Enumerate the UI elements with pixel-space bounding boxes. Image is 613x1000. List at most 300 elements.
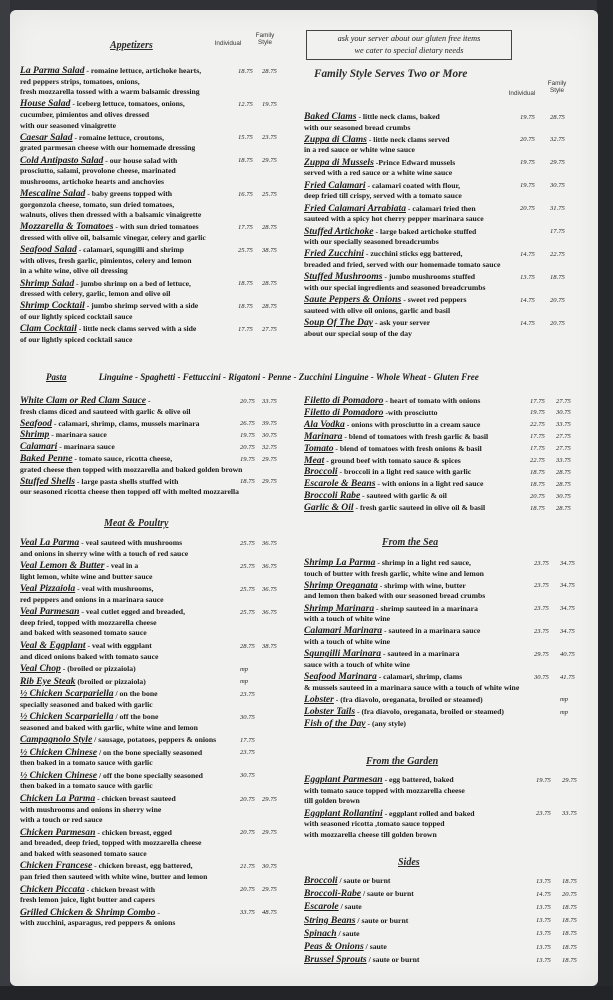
family-item-name: Fried Calamari Arrabiata: [304, 202, 406, 214]
side-item-name: String Beans: [304, 914, 356, 926]
pasta-left-item-name: Calamari: [20, 441, 58, 453]
appetizer-item-name: Caesar Salad: [20, 131, 73, 143]
meat-item-desc: - veal with eggplant: [85, 641, 152, 650]
pasta-right-item-name: Broccoli: [304, 466, 338, 478]
meat-item: [20, 828, 201, 860]
side-item-desc: / saute or burnt: [355, 915, 409, 925]
garden-item-desc: - eggplant rolled and baked: [382, 808, 475, 818]
appetizer-item: [20, 222, 206, 243]
appetizer-item-desc: gorgonzola cheese, tomato, sun dried tomatoes,: [20, 199, 175, 209]
side-item: [304, 876, 390, 887]
meat-item: [20, 908, 175, 929]
appetizer-item-desc: walnuts, olives then dressed with a balsamic vinaigrette: [20, 210, 202, 220]
family-price-individual: 19.75: [520, 182, 535, 190]
meat-item-desc: and diced onions baked with tomato sauce: [20, 651, 159, 661]
family-item-name: Stuffed Mushrooms: [304, 271, 383, 283]
garden-item: [304, 775, 465, 807]
sea-price-family: 34.75: [560, 559, 575, 567]
pasta-right-item-name: Ala Vodka: [304, 418, 345, 430]
pasta-right-item-desc: - ground beef with tomato sauce & spices: [324, 455, 461, 465]
family-item-desc: with our specially seasoned breadcrumbs: [304, 237, 439, 247]
side-item: [304, 955, 419, 966]
sea-item: [304, 672, 519, 693]
meat-price-family: 29.75: [262, 829, 277, 837]
appetizer-price-individual: 18.75: [238, 67, 253, 75]
sea-item-desc: - shrimp sauteed in a marinara: [374, 603, 478, 613]
sea-item-name: Shrimp Oreganata: [304, 579, 378, 591]
sea-item: [304, 558, 484, 579]
pasta-right-item-desc: - blend of tomatoes with fresh garlic & basil: [342, 431, 489, 441]
pasta-left-price-individual: 19.75: [240, 455, 255, 463]
family-item-desc: - large baked artichoke stuffed: [373, 226, 477, 236]
appetizer-price-family: 29.75: [262, 157, 277, 165]
garden-price-individual: 19.75: [536, 776, 551, 784]
meat-item-desc: - veal with mushrooms,: [75, 584, 154, 594]
pasta-left-item: [20, 396, 190, 417]
sea-item: [304, 695, 483, 706]
meat-item-desc: / on the bone: [113, 689, 158, 699]
sea-item-name: Shrimp La Parma: [304, 557, 376, 568]
garden-item-name: Eggplant Parmesan: [304, 774, 383, 785]
appetizer-item: [20, 133, 195, 154]
pasta-right-price-family: 28.75: [556, 504, 571, 512]
meat-price-family: 48.75: [262, 909, 277, 917]
pasta-right-item-desc: - heart of tomato with onions: [383, 396, 481, 405]
pasta-right-price-family: 28.75: [556, 480, 571, 488]
meat-price-family: 36.75: [262, 585, 277, 593]
sea-price-family: 40.75: [560, 650, 575, 658]
sea-item-desc: & mussels sauteed in a marinara sauce with a touch of white wine: [304, 682, 520, 692]
pasta-left-price-family: 30.75: [262, 431, 277, 439]
family-price-family: 31.75: [550, 205, 565, 213]
pasta-right-price-family: 27.75: [556, 397, 571, 405]
pasta-label: Pasta: [46, 372, 67, 382]
meat-poultry-title: Meat & Poultry: [104, 518, 169, 529]
appetizer-price-individual: 18.75: [238, 302, 253, 310]
meat-price-individual: 23.75: [240, 749, 255, 757]
family-item-desc: about our special soup of the day: [304, 328, 412, 338]
pasta-left-price-family: 32.75: [262, 443, 277, 451]
appetizer-price-family: 27.75: [262, 325, 277, 333]
notice-line-1: ask your server about our gluten free items: [337, 34, 481, 43]
pasta-left-item-desc: - large pasta shells stuffed with: [75, 476, 179, 486]
meat-price-individual: 23.75: [240, 690, 255, 698]
family-item: [304, 158, 455, 179]
menu-page: [10, 10, 598, 986]
family-price-family: 28.75: [550, 113, 565, 121]
side-price-family: 18.75: [562, 930, 577, 938]
family-col-family: Family Style: [547, 80, 567, 94]
pasta-right-item: [304, 491, 447, 502]
side-item: [304, 942, 387, 953]
appetizer-item-desc: in a white wine, olive oil dressing: [20, 266, 128, 276]
family-price-individual: 13.75: [520, 273, 535, 281]
garden-item-desc: with mozzarella cheese till golden brown: [304, 829, 437, 839]
pasta-right-price-individual: 17.75: [530, 433, 545, 441]
meat-price-family: 29.75: [262, 886, 277, 893]
pasta-right-price-family: 33.75: [556, 457, 571, 464]
meat-price-individual: 25.75: [240, 585, 255, 593]
appetizer-price-individual: 18.75: [238, 157, 253, 165]
family-price-family: 20.75: [550, 319, 565, 327]
side-item: [304, 929, 360, 940]
meat-price-individual: 17.75: [240, 736, 255, 744]
appetizer-item-desc: with olives, fresh garlic, pimientos, celery and lemon: [20, 255, 192, 265]
sea-item-name: Shrimp Marinara: [304, 602, 375, 614]
sea-price-family: 41.75: [560, 673, 575, 681]
side-price-family: 18.75: [562, 956, 577, 964]
pasta-left-price-family: 29.75: [262, 455, 277, 463]
family-price-individual: 20.75: [520, 136, 535, 144]
family-item-desc: - zucchini sticks egg battered,: [363, 249, 463, 259]
pasta-right-price-individual: 17.75: [530, 397, 545, 405]
sea-item: [304, 719, 406, 730]
side-item-name: Escarole: [304, 901, 339, 913]
meat-price-individual: 30.75: [240, 713, 255, 721]
sea-price-family: 34.75: [560, 582, 575, 590]
meat-item: [20, 689, 158, 710]
meat-price-family: 30.75: [262, 862, 277, 870]
appetizer-price-family: 23.75: [262, 134, 277, 142]
meat-item: [20, 735, 216, 746]
appetizer-item-desc: of our lightly spiced cocktail sauce: [20, 311, 133, 321]
pasta-right-price-individual: 19.75: [530, 409, 545, 417]
meat-item-desc: red peppers and onions in a marinara sauce: [20, 594, 164, 604]
family-item-desc: - calamari fried then: [406, 203, 476, 213]
family-item: [304, 112, 440, 133]
pasta-left-item-desc: our seasoned ricotta cheese then topped off with melted mozzarella: [20, 487, 239, 497]
side-item-desc: / saute: [363, 942, 387, 951]
appetizer-item-desc: - little neck clams served with a side: [76, 324, 197, 334]
sea-price-individual: 23.75: [534, 582, 549, 590]
sea-price-family: mp: [560, 708, 569, 716]
meat-item-desc: and breaded, deep fried, topped with mozzarella cheese: [20, 838, 202, 848]
sea-item-desc: - sauteed in a marinara: [381, 649, 460, 659]
family-price-family: 17.75: [550, 228, 565, 235]
meat-item-desc: deep fried, topped with mozzarella cheese: [20, 617, 157, 627]
meat-price-family: 36.75: [262, 608, 277, 616]
pasta-left-item-name: Stuffed Shells: [20, 475, 75, 487]
meat-item-desc: with mushrooms and onions in sherry wine: [20, 804, 162, 814]
family-item-desc: with our special ingredients and seasoned breadcrumbs: [304, 282, 486, 292]
pasta-left-item-desc: - calamari, shrimp, clams, mussels marinara: [51, 418, 200, 428]
appetizer-item-desc: dressed with celery, garlic, lemon and olive oil: [20, 289, 171, 299]
side-price-family: 20.75: [562, 890, 577, 898]
sea-price-family: 34.75: [560, 605, 575, 613]
meat-item-name: Chicken Francese: [20, 860, 93, 872]
sea-price-individual: 23.75: [534, 605, 549, 613]
sea-item-desc: with a touch of white wine: [304, 636, 391, 646]
meat-item-desc: - (broiled or pizzaiola): [60, 664, 136, 674]
sea-item-name: Fish of the Day: [304, 718, 366, 730]
pasta-right-price-family: 30.75: [556, 409, 571, 417]
meat-item-name: ½ Chicken Chinese: [20, 769, 98, 781]
family-item-name: Zuppa di Clams: [304, 133, 367, 145]
sea-item-desc: - shrimp with wine, butter: [377, 580, 466, 590]
meat-item-desc: fresh lemon juice, light butter and capers: [20, 895, 155, 905]
meat-item-name: Chicken La Parma: [20, 793, 96, 804]
side-price-individual: 14.75: [536, 890, 551, 898]
meat-price-individual: 25.75: [240, 562, 255, 570]
pasta-left-item-desc: - marinara sauce: [57, 442, 115, 452]
appetizer-item: [20, 301, 198, 322]
side-item-desc: / saute: [336, 928, 360, 938]
pasta-right-item: [304, 503, 485, 514]
meat-item-name: Veal Parmesan: [20, 606, 80, 618]
family-price-family: 18.75: [550, 273, 565, 281]
pasta-left-item-desc: grated cheese then topped with mozzarella and baked golden brown: [20, 464, 243, 474]
pasta-left-item-desc: - tomato sauce, ricotta cheese,: [72, 454, 173, 464]
side-price-individual: 13.75: [536, 877, 551, 885]
appetizer-item-name: Seafood Salad: [20, 244, 77, 256]
appetizer-price-individual: 17.75: [238, 223, 253, 231]
from-the-garden-title: From the Garden: [366, 756, 439, 767]
side-item-name: Broccoli-Rabe: [304, 888, 362, 900]
side-item: [304, 889, 414, 900]
family-price-individual: 14.75: [520, 250, 535, 258]
pasta-right-item: [304, 396, 480, 407]
side-price-individual: 13.75: [536, 930, 551, 938]
background-right: [597, 0, 613, 1000]
sea-item-desc: - (fra diavolo, oreganata, broiled or steamed): [333, 694, 483, 704]
appetizer-item: [20, 156, 177, 188]
family-price-individual: 19.75: [520, 159, 535, 167]
meat-item-desc: -: [155, 907, 160, 917]
pasta-right-item-name: Filetto di Pomadoro: [304, 395, 384, 406]
meat-price-family: 29.75: [262, 795, 277, 803]
sea-price-individual: 23.75: [534, 559, 549, 567]
sea-item-name: Calamari Marinara: [304, 625, 383, 637]
meat-item-name: Grilled Chicken & Shrimp Combo: [20, 906, 156, 918]
pasta-left-item-desc: fresh clams diced and sauteed with garlic & olive oil: [20, 406, 191, 416]
meat-item-name: Chicken Parmesan: [20, 826, 96, 838]
sea-item-desc: - (any style): [365, 719, 406, 729]
appetizer-item-desc: - iceberg lettuce, tomatoes, onions,: [70, 99, 185, 109]
meat-price-individual: 33.75: [240, 909, 255, 917]
sea-price-family: mp: [560, 696, 569, 704]
appetizer-item-desc: mushrooms, artichoke hearts and anchovies: [20, 176, 165, 186]
family-item-desc: - jumbo mushrooms stuffed: [382, 272, 476, 282]
garden-price-family: 29.75: [562, 776, 577, 784]
family-item-desc: in a red sauce or white wine sauce: [304, 145, 415, 155]
meat-item-desc: seasoned and baked with garlic, white wine and lemon: [20, 722, 198, 732]
appetizer-item: [20, 99, 185, 131]
side-price-family: 18.75: [562, 943, 577, 951]
meat-item: [20, 538, 188, 559]
family-price-family: 20.75: [550, 296, 565, 304]
background-left: [0, 0, 10, 1000]
pasta-right-item-name: Tomato: [304, 442, 334, 454]
appetizer-item: [20, 66, 201, 98]
pasta-left-item: [20, 477, 239, 498]
family-price-individual: 14.75: [520, 319, 535, 327]
pasta-right-item-desc: - sauteed with garlic & oil: [360, 491, 447, 501]
appetizer-price-individual: 17.75: [238, 325, 253, 333]
family-item: [304, 135, 450, 156]
meat-price-individual: 20.75: [240, 795, 255, 803]
meat-item-desc: - veal sauteed with mushrooms: [79, 538, 183, 547]
sea-item-desc: - (fra diavolo, oreganata, broiled or steamed): [355, 707, 504, 716]
pasta-left-item: [20, 442, 115, 453]
pasta-left-item: [20, 430, 107, 441]
meat-item-desc: - veal cutlet egged and breaded,: [79, 607, 185, 617]
appetizer-price-family: 28.75: [262, 67, 277, 75]
side-price-family: 18.75: [562, 917, 577, 925]
side-item-desc: / saute or burnt: [366, 955, 420, 965]
meat-item-desc: (broiled or pizzaiola): [75, 676, 146, 686]
garden-item: [304, 809, 475, 841]
side-price-family: 18.75: [562, 903, 577, 911]
meat-item-desc: - chicken breast, egged: [95, 827, 172, 837]
pasta-left-price-individual: 20.75: [240, 443, 255, 451]
meat-item: [20, 664, 136, 675]
family-price-family: 30.75: [550, 182, 565, 190]
pasta-left-item-desc: - marinara sauce: [49, 430, 107, 440]
appetizer-item-desc: red peppers strips, tomatoes, onions,: [20, 76, 140, 86]
meat-price-individual: 25.75: [240, 608, 255, 616]
appetizer-item-name: La Parma Salad: [20, 65, 85, 76]
meat-item-desc: pan fried then sauteed with white wine, butter and lemon: [20, 871, 208, 881]
side-item-name: Broccoli: [304, 875, 338, 886]
pasta-right-price-family: 30.75: [556, 492, 571, 500]
family-item-desc: sauteed with a spicy hot cherry pepper marinara sauce: [304, 214, 484, 224]
side-item-name: Spinach: [304, 927, 337, 939]
pasta-left-item-name: White Clam or Red Clam Sauce: [20, 395, 147, 406]
pasta-left-price-individual: 20.75: [240, 397, 255, 405]
meat-item-desc: and baked with seasoned tomato sauce: [20, 628, 147, 638]
pasta-right-price-individual: 22.75: [530, 457, 545, 464]
meat-item: [20, 794, 176, 826]
sides-title: Sides: [398, 857, 420, 868]
appetizer-item-desc: dressed with olive oil, balsamic vinegar, celery and garlic: [20, 232, 206, 242]
sea-item-desc: sauce with a touch of white wine: [304, 659, 410, 669]
meat-item: [20, 561, 152, 582]
pasta-left-price-individual: 18.75: [240, 478, 255, 486]
side-item-name: Brussel Sprouts: [304, 954, 367, 966]
pasta-left-item: [20, 454, 242, 475]
sea-item: [304, 626, 480, 647]
pasta-right-item: [304, 467, 471, 478]
family-item-desc: -Prince Edward mussels: [373, 157, 456, 167]
meat-item-desc: / off the bone: [113, 712, 159, 722]
family-item-name: Saute Peppers & Onions: [304, 294, 402, 306]
pasta-left-item-name: Seafood: [20, 417, 52, 429]
pasta-right-price-individual: 18.75: [530, 480, 545, 488]
meat-price-individual: 28.75: [240, 642, 255, 650]
appetizer-item-name: House Salad: [20, 98, 71, 110]
pasta-types: Linguine - Spaghetti - Fettuccini - Rigatoni - Penne - Zucchini Linguine - Whole Wheat - Gluten Free: [98, 372, 479, 382]
side-item: [304, 916, 408, 927]
appetizer-item-desc: - jumbo shrimp on a bed of lettuce,: [74, 278, 191, 288]
family-item-desc: - ask your server: [373, 318, 431, 328]
appetizer-item-name: Cold Antipasto Salad: [20, 154, 104, 166]
meat-item: [20, 712, 198, 733]
sea-price-individual: 29.75: [534, 650, 549, 658]
meat-price-individual: 21.75: [240, 862, 255, 870]
pasta-right-item-desc: - blend of tomatoes with fresh onions & basil: [333, 443, 482, 453]
sea-item-desc: - sauteed in a marinara sauce: [382, 626, 481, 636]
meat-price-family: 36.75: [262, 562, 277, 570]
family-price-individual: 19.75: [520, 113, 535, 121]
pasta-right-price-individual: 18.75: [530, 468, 545, 476]
pasta-right-item: [304, 408, 438, 419]
side-price-individual: 13.75: [536, 917, 551, 925]
meat-item-desc: - veal in a: [104, 561, 139, 571]
meat-price-individual: 30.75: [240, 772, 255, 780]
side-item-desc: / saute or burnt: [361, 889, 414, 899]
side-item: [304, 902, 362, 913]
pasta-right-item-desc: - onions with prosciutto in a cream sauce: [344, 419, 481, 429]
meat-item-name: Veal Lemon & Butter: [20, 560, 105, 572]
meat-item-name: Chicken Piccata: [20, 883, 85, 895]
pasta-right-price-individual: 20.75: [530, 492, 545, 500]
meat-price-individual: mp: [240, 678, 249, 686]
sea-item-name: Squngilli Marinara: [304, 648, 382, 660]
family-item-name: Zuppa di Mussels: [304, 156, 374, 168]
appetizer-item: [20, 245, 192, 277]
side-item-desc: / saute or burnt: [337, 876, 391, 885]
pasta-left-item: [20, 419, 200, 430]
pasta-right-item-desc: - fresh garlic sauteed in olive oil & basil: [353, 503, 486, 513]
meat-item-desc: - chicken breast sauteed: [95, 794, 176, 803]
sea-price-family: 34.75: [560, 627, 575, 635]
appetizers-col-individual: Individual: [214, 40, 242, 47]
family-item-desc: with our seasoned bread crumbs: [304, 122, 411, 132]
background-bottom: [0, 986, 613, 1000]
pasta-types-bar: [46, 372, 586, 382]
family-item-desc: sauteed with olive oil onions, garlic and basil: [304, 305, 451, 315]
sea-price-individual: 23.75: [534, 627, 549, 635]
side-price-individual: 13.75: [536, 903, 551, 911]
gluten-free-notice: [306, 30, 512, 60]
family-item: [304, 227, 476, 248]
family-item-desc: - little neck clams served: [366, 134, 450, 144]
from-the-sea-title: From the Sea: [382, 537, 439, 548]
family-item-name: Soup Of The Day: [304, 317, 374, 329]
sea-item-name: Lobster Tails: [304, 706, 356, 717]
family-item-desc: deep fried till crispy, served with a tomato sauce: [304, 191, 462, 201]
appetizer-item: [20, 324, 196, 345]
side-price-family: 18.75: [562, 877, 577, 885]
appetizer-price-family: 28.75: [262, 280, 277, 288]
family-col-individual: Individual: [508, 90, 536, 97]
sea-price-individual: 30.75: [534, 673, 549, 681]
meat-item-name: Veal Pizzaiola: [20, 583, 76, 595]
family-item-name: Fried Zucchini: [304, 248, 364, 260]
pasta-right-price-family: 27.75: [556, 445, 571, 453]
pasta-right-item: [304, 420, 480, 431]
pasta-left-price-family: 33.75: [262, 397, 277, 405]
family-item: [304, 181, 462, 202]
sea-item: [304, 707, 504, 718]
meat-item-name: Campagnolo Style: [20, 734, 93, 746]
pasta-left-price-family: 39.75: [262, 420, 277, 427]
pasta-right-item-name: Filetto di Pomadoro: [304, 406, 384, 418]
meat-item-desc: then baked in a tomato sauce with garlic: [20, 758, 153, 768]
meat-item-name: ½ Chicken Scarpariella: [20, 688, 114, 700]
appetizer-price-family: 28.75: [262, 223, 277, 231]
sea-item-desc: touch of butter with fresh garlic, white wine and lemon: [304, 568, 484, 578]
meat-item-desc: and baked with seasoned tomato sauce: [20, 848, 147, 858]
pasta-right-price-family: 27.75: [556, 433, 571, 441]
appetizer-price-individual: 15.75: [238, 134, 253, 142]
family-item-desc: served with a red sauce or a white wine sauce: [304, 168, 453, 178]
family-price-individual: 20.75: [520, 205, 535, 213]
family-item-desc: - little neck clams, baked: [356, 112, 440, 121]
appetizer-item-name: Clam Cocktail: [20, 323, 77, 335]
side-price-individual: 13.75: [536, 943, 551, 951]
meat-item-desc: with a touch or red sauce: [20, 815, 103, 825]
